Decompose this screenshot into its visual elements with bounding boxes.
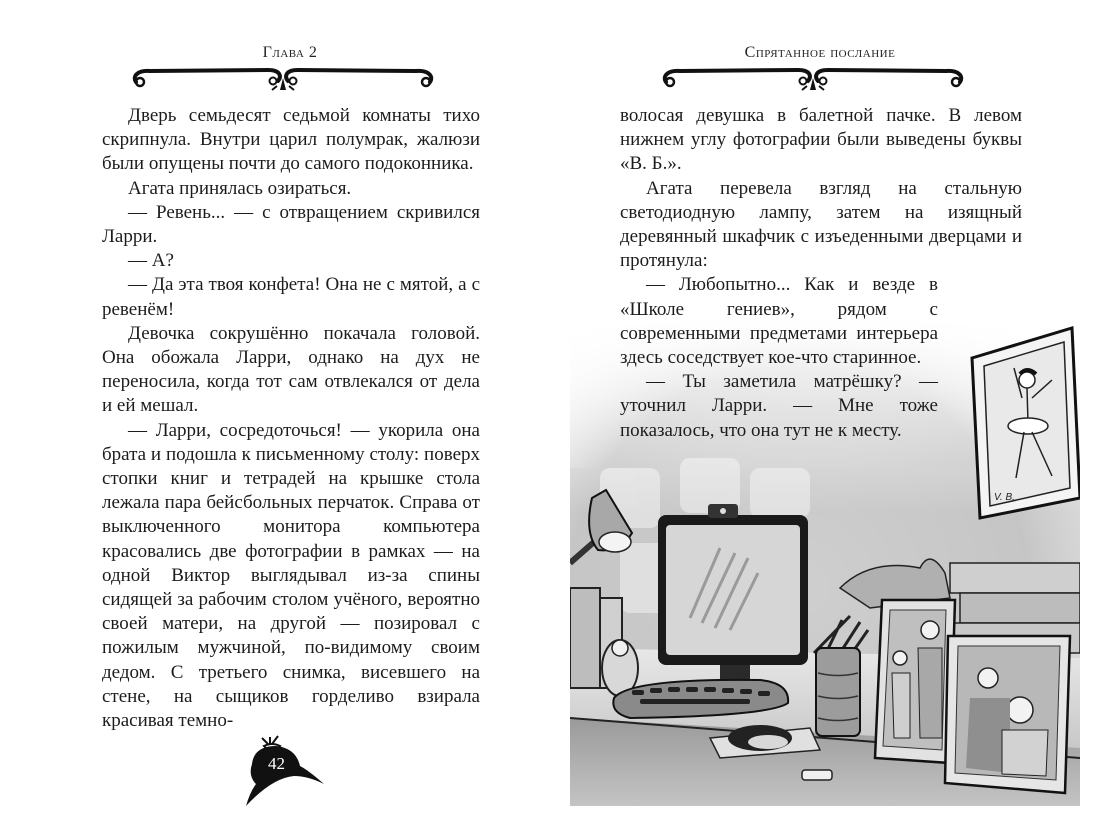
paragraph: волосая девушка в балетной пачке. В левом нижнем углу фотографии были выведены буквы «В. Б.». (620, 105, 1022, 175)
paragraph: — Ларри, сосредоточься! — укорила она брата и подошла к письменному столу: поверх стопки книг и тетрадей на крышке стола лежала пара бейсбольных перчаток. Справа от выключенного монитора компьютера красовались две фотографии в рамках — на одной Виктор выглядывал из-за спины сидящей за рабочим столом учёного, вероятно своей матери, на другой — позировал с пожилым мужчиной, по-видимому своим дедом. С третьего снимка, висевшего на стене, на сыщиков горделиво взирала красивая темно- (102, 419, 480, 732)
paragraph: — А? (128, 250, 174, 272)
page-number-badge (232, 734, 332, 808)
right-page (550, 0, 1100, 825)
paragraph: — Ты заметила матрёшку? — уточнил Ларри. — Мне тоже показалось, что она тут не к месту. (620, 371, 938, 441)
photo-frame-grandfather (875, 600, 955, 763)
computer-monitor (658, 504, 808, 683)
page-number: 42 (268, 754, 285, 773)
eraser (802, 770, 832, 780)
body-text-left (102, 104, 480, 733)
photo-frame-mother (945, 636, 1070, 793)
paragraph: Агата перевела взгляд на стальную светодиодную лампу, затем на изящный деревянный шкафчик с изъеденными дверцами и протянула: (620, 177, 1022, 272)
ornament-divider-icon (128, 66, 438, 92)
running-head-title: Спрятанное послание (744, 44, 896, 61)
body-text-right (620, 104, 1022, 443)
paragraph: — Да эта твоя конфета! Она не с мятой, а с ревенём! (102, 274, 480, 320)
paragraph: Дверь семьдесят седьмой комнаты тихо скрипнула. Внутри царил полумрак, жалюзи были опущены почти до самого подоконника. (102, 105, 480, 175)
paragraph: — Любопытно... Как и везде в «Школе гениев», рядом с современными предметами интерьера здесь соседствует кое-что старинное. (620, 274, 938, 369)
paragraph: — Ревень... — с отвращением скривился Ларри. (102, 201, 480, 248)
ornament-divider-icon (658, 66, 968, 92)
paragraph: Девочка сокрушённо покачала головой. Она обожала Ларри, однако на дух не переносила, когда тот сам отвлекался от дела и ей мешал. (102, 322, 480, 417)
running-head-chapter: Глава 2 (262, 44, 318, 61)
photo-caption: V. B. (994, 492, 1015, 503)
paragraph: Агата принялась озираться. (128, 177, 352, 199)
